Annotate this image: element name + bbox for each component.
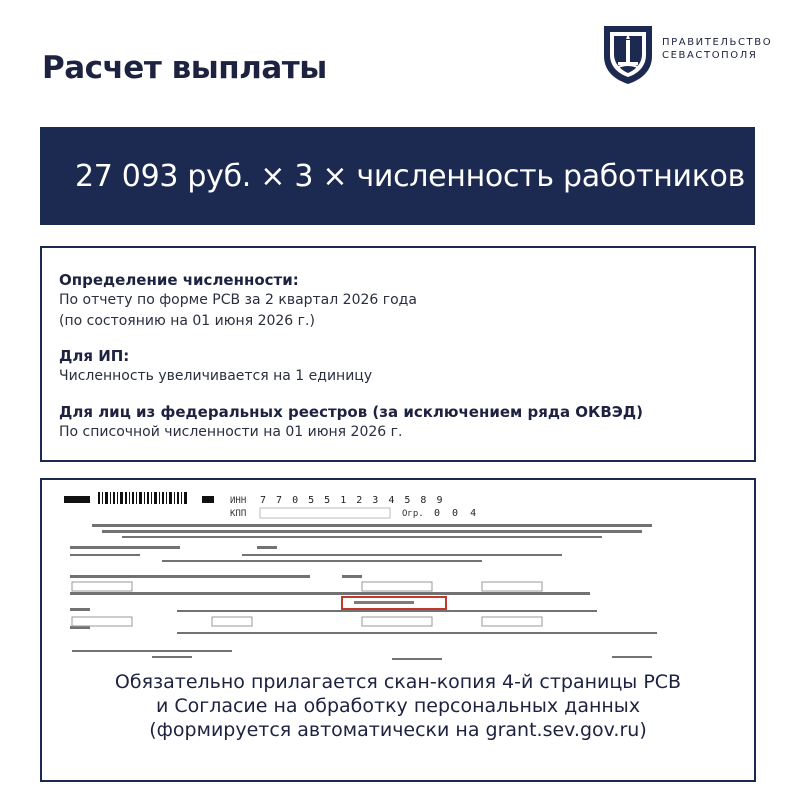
notice-line: Обязательно прилагается скан-копия 4-й страницы РСВ <box>114 671 682 693</box>
info-line: По списочной численности на 01 июня 2026 г. <box>59 424 403 440</box>
inn-value: 7 7 0 5 5 1 2 3 4 5 8 9 <box>260 495 445 506</box>
page-label: Огр. <box>402 509 424 519</box>
government-logo <box>600 22 790 92</box>
info-heading: Для ИП: <box>59 347 130 365</box>
page-value: 0 0 4 <box>434 508 480 519</box>
formula-text: 27 093 руб. × 3 × численность работников <box>75 158 745 194</box>
logo-line-1: ПРАВИТЕЛЬСТВО <box>662 37 773 48</box>
scan-box <box>40 478 756 782</box>
formula-banner <box>40 127 755 225</box>
notice-line: (формируется автоматически на grant.sev.gov.ru) <box>149 719 647 741</box>
info-box <box>40 246 756 462</box>
info-section-registries <box>59 402 643 443</box>
page-title: Расчет выплаты <box>42 50 327 86</box>
logo-line-2: СЕВАСТОПОЛЯ <box>662 50 758 61</box>
info-line: По отчету по форме РСВ за 2 квартал 2026 года <box>59 292 417 308</box>
info-line: Численность увеличивается на 1 единицу <box>59 368 373 384</box>
rsv-form-scan-image <box>42 480 754 680</box>
info-heading: Для лиц из федеральных реестров (за исключением ряда ОКВЭД) <box>59 403 643 421</box>
inn-label: ИНН <box>230 496 247 506</box>
sevastopol-coat-of-arms-icon <box>600 22 656 86</box>
kpp-label: КПП <box>230 509 247 519</box>
info-section-ip <box>59 346 372 387</box>
info-section-count <box>59 270 417 332</box>
info-line: (по состоянию на 01 июня 2026 г.) <box>59 313 315 329</box>
scan-notice <box>42 670 754 742</box>
info-heading: Определение численности: <box>59 271 299 289</box>
notice-line: и Согласие на обработку персональных данных <box>155 695 641 717</box>
